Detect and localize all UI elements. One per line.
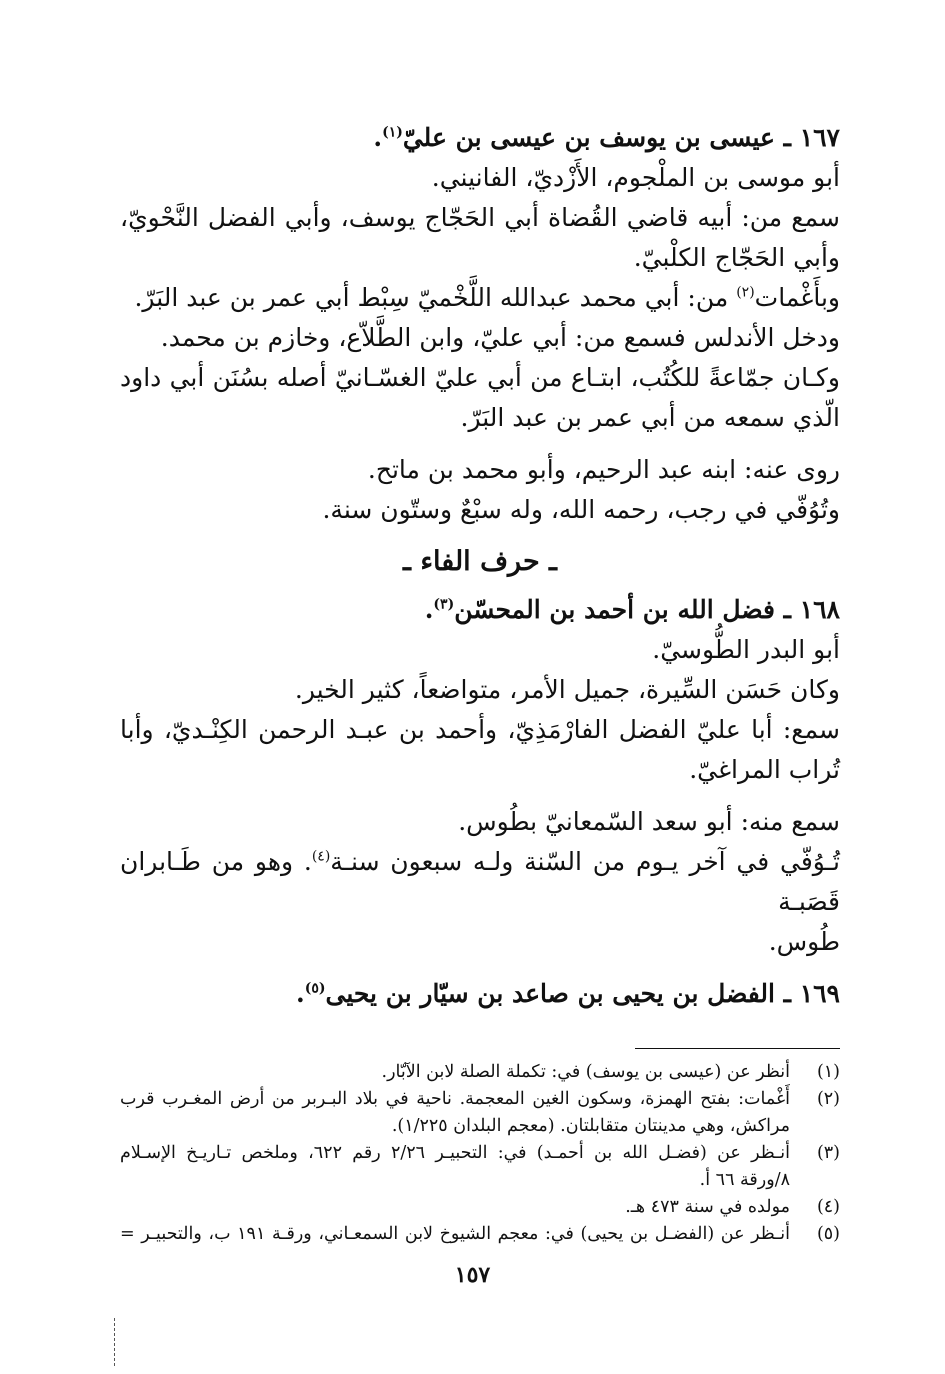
footnote-text: أنـظر عن (الفضـل بن يحيى) في: معجم الشيوخ لابن السمعـاني، ورقـة ١٩١ ب، والتحبيـر = — [120, 1224, 790, 1244]
footnote-3 — [120, 1140, 840, 1167]
footnote-ref-1[interactable]: (١) — [382, 124, 403, 141]
margin-mark — [114, 1318, 116, 1366]
footnote-text: أنظر عن (عيسى بن يوسف) في: تكملة الصلة لابن الآبّار. — [381, 1062, 790, 1082]
entry-line: وكـان جمّاعةً للكُتُب، ابتـاع من أبي عليّ الغسّـانيّ أصله بسُنَن أبي داود — [120, 363, 840, 392]
entry-heading-168: ١٦٨ ـ فضل الله بن أحمد بن المحسّن$^{(٣)}$. — [424, 595, 840, 624]
footnote-text: مولده في سنة ٤٧٣ هـ. — [625, 1197, 790, 1217]
footnote-text: ٨/ورقة ٦٦ أ. — [699, 1170, 790, 1190]
footnote-number: (٤) — [816, 1197, 840, 1217]
entry-line: الّذي سمعه من أبي عمر بن عبد البَرّ. — [460, 403, 840, 432]
footnote-number: (٢) — [816, 1089, 840, 1109]
entry-heading-167: ١٦٧ ـ عيسى بن يوسف بن عيسى بن عليّ$^{(١)}$. — [373, 123, 840, 152]
footnote-2-cont — [120, 1113, 840, 1140]
footnote-text: مراكش، وهي مدينتان متقابلتان. (معجم البلدان ١/٢٢٥). — [391, 1116, 790, 1136]
footnote-divider — [635, 1048, 840, 1049]
entry-line: أبو البدر الطُّوسيّ. — [652, 635, 840, 664]
page-number: ١٥٧ — [454, 1262, 491, 1288]
section-title: ـ حرف الفاء ـ — [403, 546, 557, 577]
entry-line: تُـوُفّي في آخر يـوم من السّنة ولـه سبعون سنـة$^{(٤)}$. وهو من طَـابران قَصَبـة — [120, 847, 840, 916]
footnotes — [120, 1059, 840, 1248]
entry-line: وأبي الحَجّاج الكلْبيّ. — [633, 243, 840, 272]
page-body — [120, 118, 840, 1248]
entry-line: وتُوُفّي في رجب، رحمه الله، وله سبْعٌ وستّون سنة. — [322, 495, 840, 524]
entry-line: تُراب المراغيّ. — [689, 755, 840, 784]
footnote-ref-2[interactable]: (٢) — [736, 284, 755, 301]
footnote-ref-5[interactable]: (٥) — [304, 980, 326, 997]
footnote-1 — [120, 1059, 840, 1086]
footnote-5 — [120, 1221, 840, 1248]
entry-line: طُوس. — [768, 927, 840, 956]
footnote-text: أَغْمات: بفتح الهمزة، وسكون الغين المعجمة. ناحية في بلاد البـربر من أرض المغـرب قرب — [120, 1089, 790, 1109]
footnote-3-cont — [120, 1167, 840, 1194]
entry-line: سمع: أبا عليّ الفضل الفارْمَذِيّ، وأحمد بن عبـد الرحمن الكِنْـديّ، وأبا — [120, 715, 840, 744]
footnote-text: أنـظر عن (فضـل الله بن أحمـد) في: التحبيـر ٢/٢٦ رقم ٦٢٢، وملخص تـاريـخ الإسـلام — [120, 1143, 790, 1163]
footnote-number-spacer — [790, 1167, 840, 1194]
footnote-number: (٥) — [816, 1224, 840, 1244]
footnote-2 — [120, 1086, 840, 1113]
footnote-ref-3[interactable]: (٣) — [433, 596, 455, 613]
footnote-4 — [120, 1194, 840, 1221]
entry-line: ودخل الأندلس فسمع من: أبي عليّ، وابن الطَّلاّع، وخازم بن محمد. — [160, 323, 840, 352]
footnote-number: (٣) — [816, 1143, 840, 1163]
footnote-number: (١) — [816, 1062, 840, 1082]
entry-heading-169: ١٦٩ ـ الفضل بن يحيى بن صاعد بن سيّار بن يحيى$^{(٥)}$. — [296, 979, 840, 1008]
entry-line: وبأَغْمات$^{(٢)}$ من: أبي محمد عبدالله اللَّخْميّ سِبْط أبي عمر بن عبد البَرّ. — [134, 283, 840, 312]
entry-line: وكان حَسَن السِّيرة، جميل الأمر، متواضعاً، كثير الخير. — [294, 675, 840, 704]
entry-line: سمع من: أبيه قاضي القُضاة أبي الحَجّاج يوسف، وأبي الفضل النَّحْويّ، — [120, 203, 840, 232]
footnote-ref-4[interactable]: (٤) — [311, 848, 331, 865]
entry-line: سمع منه: أبو سعد السّمعانيّ بطُوس. — [458, 807, 840, 836]
entry-line: روى عنه: ابنه عبد الرحيم، وأبو محمد بن ماتح. — [367, 455, 840, 484]
footnote-number-spacer — [790, 1113, 840, 1140]
entry-line: أبو موسى بن الملْجوم، الأَزْديّ، الفانيني. — [431, 163, 840, 192]
